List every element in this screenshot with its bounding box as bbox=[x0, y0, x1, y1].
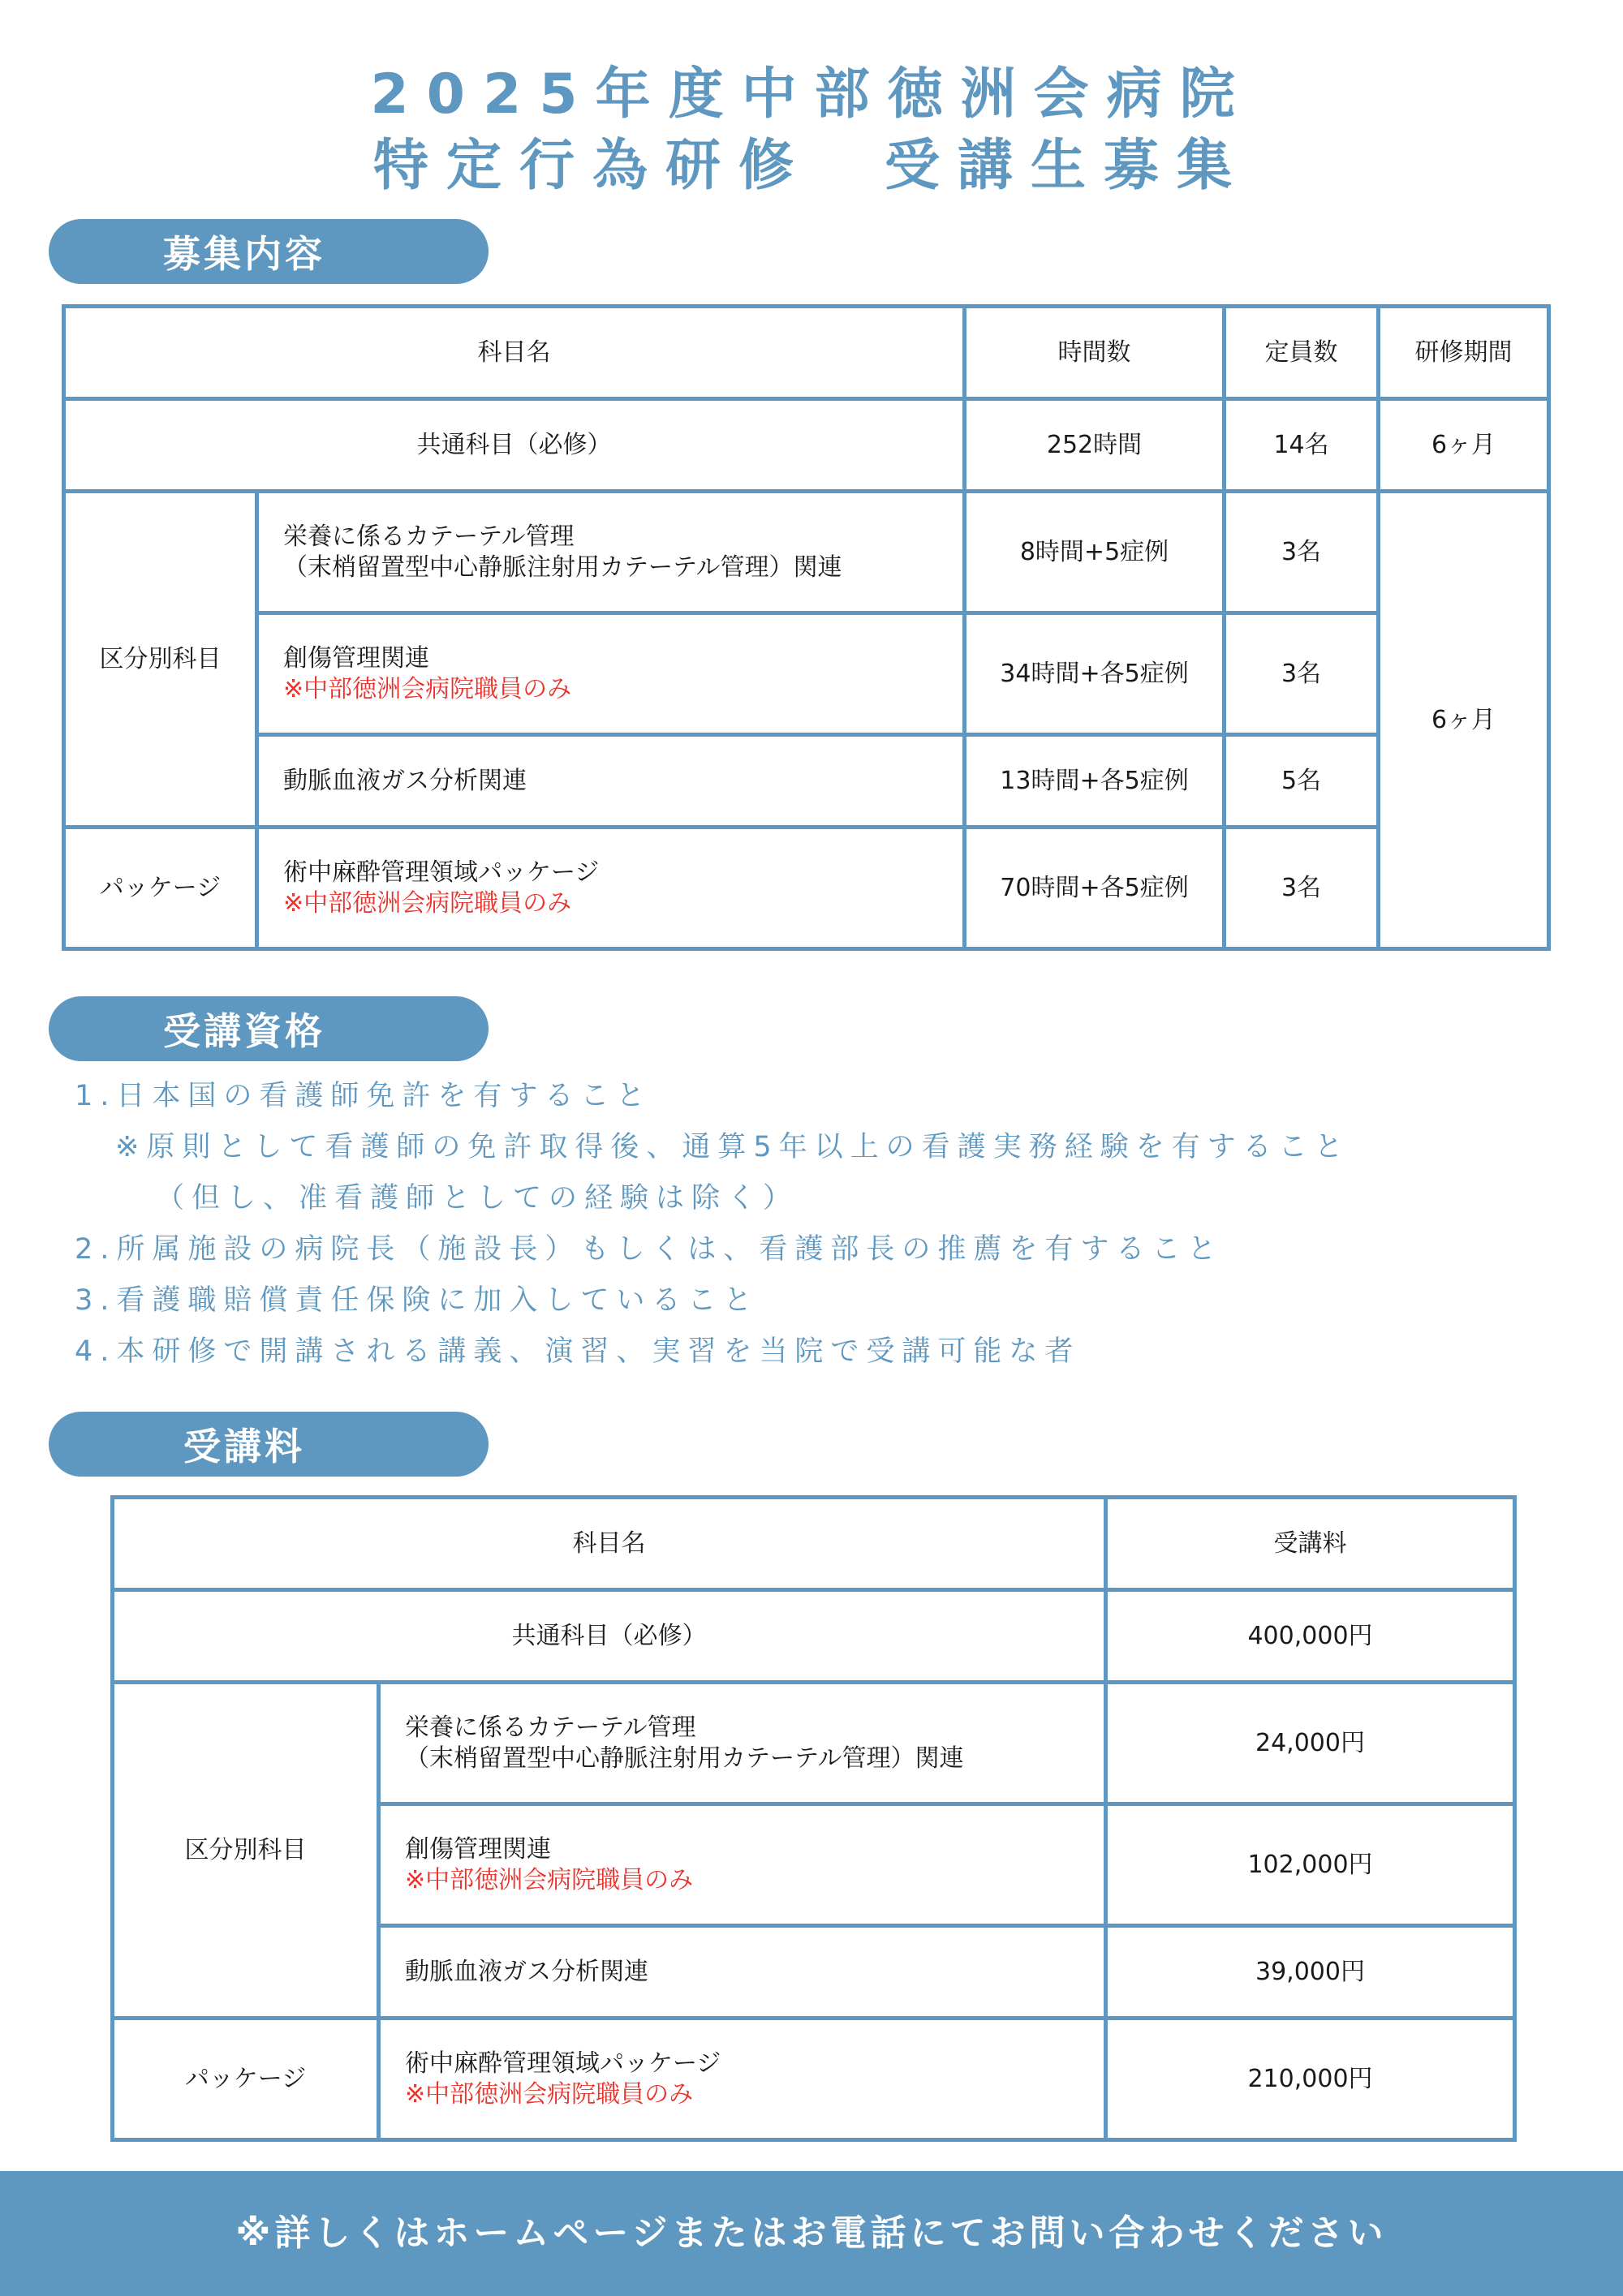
subject-name-line2: （末梢留置型中心静脈注射用カテーテル管理）関連 bbox=[283, 553, 842, 582]
subject-name-line1: 栄養に係るカテーテル管理 bbox=[405, 1713, 696, 1742]
subject-name-line1: 創傷管理関連 bbox=[405, 1834, 551, 1864]
category-label: 区分別科目 bbox=[64, 492, 257, 828]
subject-name-line1: 術中麻酔管理領域パッケージ bbox=[283, 858, 600, 887]
staff-only-note: ※中部徳洲会病院職員のみ bbox=[283, 888, 572, 918]
section-heading-qualifications: 受講資格 bbox=[49, 996, 489, 1061]
subject-capacity: 5名 bbox=[1225, 735, 1379, 828]
header-hours: 時間数 bbox=[965, 307, 1225, 399]
table-row bbox=[64, 735, 1549, 828]
table-row bbox=[64, 399, 1549, 492]
header-capacity: 定員数 bbox=[1225, 307, 1379, 399]
subject-fee: 39,000円 bbox=[1106, 1926, 1515, 2019]
qualification-item: 2.所属施設の病院長（施設長）もしくは、看護部長の推薦を有すること bbox=[75, 1233, 1224, 1266]
category-label: 区分別科目 bbox=[113, 1683, 379, 2019]
section-heading-recruitment: 募集内容 bbox=[49, 219, 489, 284]
subject-name bbox=[257, 492, 965, 613]
table-row bbox=[113, 1590, 1515, 1683]
qualification-item: 4.本研修で開講される講義、演習、実習を当院で受講可能な者 bbox=[75, 1335, 1081, 1368]
subject-capacity: 3名 bbox=[1225, 613, 1379, 735]
common-subject-name: 共通科目（必修） bbox=[113, 1590, 1106, 1683]
header-period: 研修期間 bbox=[1379, 307, 1549, 399]
header-fee: 受講料 bbox=[1106, 1498, 1515, 1590]
subject-fee: 102,000円 bbox=[1106, 1804, 1515, 1926]
section-heading-fees: 受講料 bbox=[49, 1412, 489, 1477]
recruitment-table bbox=[62, 304, 1551, 951]
fee-table bbox=[110, 1495, 1517, 2142]
common-subject-name: 共通科目（必修） bbox=[64, 399, 965, 492]
subject-name bbox=[379, 2019, 1106, 2140]
package-label: パッケージ bbox=[64, 828, 257, 949]
table-header-row bbox=[113, 1498, 1515, 1590]
qualifications-list bbox=[75, 1071, 1350, 1378]
subject-name bbox=[257, 828, 965, 949]
qualification-item: 1.日本国の看護師免許を有すること bbox=[75, 1080, 652, 1112]
table-row bbox=[113, 2019, 1515, 2140]
table-row bbox=[64, 492, 1549, 613]
subject-fee: 210,000円 bbox=[1106, 2019, 1515, 2140]
subject-capacity: 3名 bbox=[1225, 828, 1379, 949]
subject-fee: 24,000円 bbox=[1106, 1683, 1515, 1804]
subject-name-line1: 創傷管理関連 bbox=[283, 643, 429, 673]
table-row bbox=[64, 828, 1549, 949]
subject-hours: 34時間+各5症例 bbox=[965, 613, 1225, 735]
subject-name: 動脈血液ガス分析関連 bbox=[379, 1926, 1106, 2019]
qualification-note: （但し、准看護師としての経験は除く） bbox=[156, 1182, 799, 1215]
subject-name-line2: （末梢留置型中心静脈注射用カテーテル管理）関連 bbox=[405, 1743, 964, 1773]
title-line-2: 特定行為研修 受講生募集 bbox=[372, 134, 1250, 198]
subject-hours: 8時間+5症例 bbox=[965, 492, 1225, 613]
footer-contact-banner: ※詳しくはホームページまたはお電話にてお問い合わせください bbox=[0, 2171, 1623, 2296]
common-period: 6ヶ月 bbox=[1379, 399, 1549, 492]
staff-only-note: ※中部徳洲会病院職員のみ bbox=[283, 674, 572, 703]
common-hours: 252時間 bbox=[965, 399, 1225, 492]
shared-period: 6ヶ月 bbox=[1379, 492, 1549, 949]
staff-only-note: ※中部徳洲会病院職員のみ bbox=[405, 2079, 694, 2109]
common-fee: 400,000円 bbox=[1106, 1590, 1515, 1683]
subject-hours: 13時間+各5症例 bbox=[965, 735, 1225, 828]
package-label: パッケージ bbox=[113, 2019, 379, 2140]
subject-name bbox=[379, 1804, 1106, 1926]
subject-capacity: 3名 bbox=[1225, 492, 1379, 613]
subject-name: 動脈血液ガス分析関連 bbox=[257, 735, 965, 828]
qualification-note: ※原則として看護師の免許取得後、通算5年以上の看護実務経験を有すること bbox=[115, 1131, 1350, 1163]
staff-only-note: ※中部徳洲会病院職員のみ bbox=[405, 1865, 694, 1894]
subject-hours: 70時間+各5症例 bbox=[965, 828, 1225, 949]
table-row bbox=[113, 1683, 1515, 1804]
common-capacity: 14名 bbox=[1225, 399, 1379, 492]
header-subject: 科目名 bbox=[64, 307, 965, 399]
subject-name bbox=[257, 613, 965, 735]
table-header-row bbox=[64, 307, 1549, 399]
title-line-1: 2025年度中部徳洲会病院 bbox=[370, 62, 1253, 127]
subject-name bbox=[379, 1683, 1106, 1804]
header-subject: 科目名 bbox=[113, 1498, 1106, 1590]
subject-name-line1: 栄養に係るカテーテル管理 bbox=[283, 522, 575, 551]
table-row bbox=[64, 613, 1549, 735]
qualification-item: 3.看護職賠償責任保険に加入していること bbox=[75, 1284, 760, 1317]
subject-name-line1: 術中麻酔管理領域パッケージ bbox=[405, 2049, 721, 2078]
